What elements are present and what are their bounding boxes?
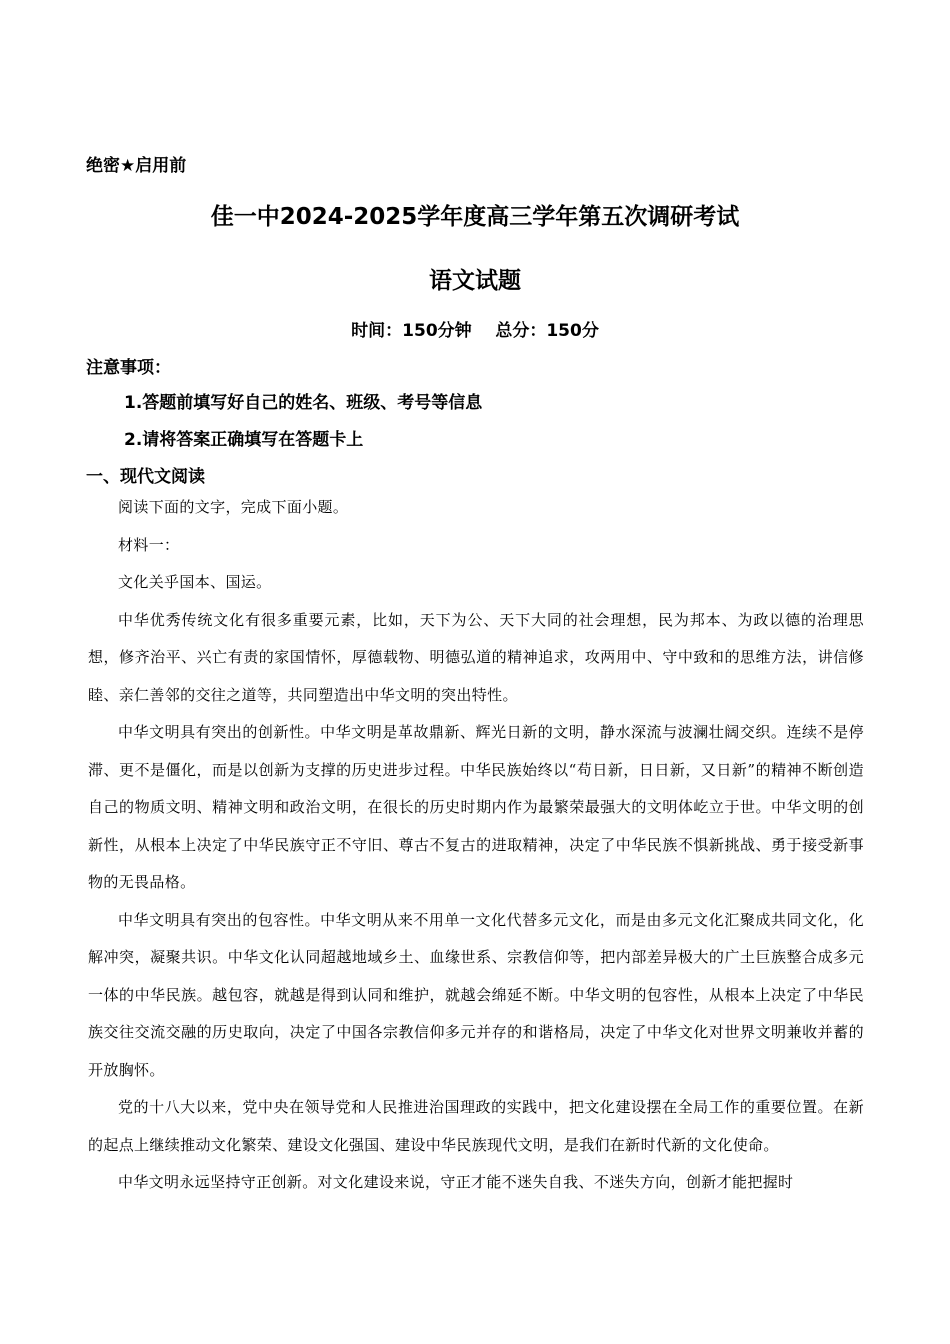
secrecy-mark: 绝密★启用前 (86, 156, 187, 176)
paragraph-1: 文化关乎国本、国运。 (118, 573, 272, 591)
paragraph-6: 中华文明永远坚持守正创新。对文化建设来说，守正才能不迷失自我、不迷失方向，创新才能把握时 (118, 1173, 794, 1191)
section-heading: 一、现代文阅读 (86, 467, 205, 487)
time-and-score: 时间：150分钟 总分：150分 (351, 321, 599, 341)
material-label: 材料一： (118, 535, 180, 554)
paragraph-2: 中华优秀传统文化有很多重要元素，比如，天下为公、天下大同的社会理想，民为邦本、为政以德的治理思想，修齐治平、兴亡有责的家国情怀，厚德载物、明德弘道的精神追求，攻两用中、守中致和的思维方法，讲信修睦、亲仁善邻的交往之道等，共同塑造出中华文明的突出特性。 (88, 610, 864, 704)
reading-body (88, 489, 864, 1202)
paragraph-5: 党的十八大以来，党中央在领导党和人民推进治国理政的实践中，把文化建设摆在全局工作的重要位置。在新的起点上继续推动文化繁荣、建设文化强国、建设中华民族现代文明，是我们在新时代新的文化使命。 (88, 1098, 864, 1154)
subject-title: 语文试题 (429, 268, 521, 294)
paragraph-4: 中华文明具有突出的包容性。中华文明从来不用单一文化代替多元文化，而是由多元文化汇聚成共同文化，化解冲突，凝聚共识。中华文化认同超越地域乡土、血缘世系、宗教信仰等，把内部差异极大的广土巨族整合成多元一体的中华民族。越包容，就越是得到认同和维护，就越会绵延不断。中华文明的包容性，从根本上决定了中华民族交往交流交融的历史取向，决定了中国各宗教信仰多元并存的和谐格局，决定了中华文化对世界文明兼收并蓄的开放胸怀。 (88, 910, 864, 1079)
notice-item-2: 2.请将答案正确填写在答题卡上 (124, 430, 364, 450)
notice-item-1: 1.答题前填写好自己的姓名、班级、考号等信息 (124, 393, 483, 413)
exam-title: 佳一中2024-2025学年度高三学年第五次调研考试 (210, 204, 740, 230)
paragraph-3: 中华文明具有突出的创新性。中华文明是革故鼎新、辉光日新的文明，静水深流与波澜壮阔交织。连续不是停滞、更不是僵化，而是以创新为支撑的历史进步过程。中华民族始终以“苟日新，日日新，又日新”的精神不断创造自己的物质文明、精神文明和政治文明，在很长的历史时期内作为最繁荣最强大的文明体屹立于世。中华文明的创新性，从根本上决定了中华民族守正不守旧、尊古不复古的进取精神，决定了中华民族不惧新挑战、勇于接受新事物的无畏品格。 (88, 723, 864, 891)
notice-heading: 注意事项： (86, 358, 171, 378)
instruction-text: 阅读下面的文字，完成下面小题。 (118, 498, 349, 516)
